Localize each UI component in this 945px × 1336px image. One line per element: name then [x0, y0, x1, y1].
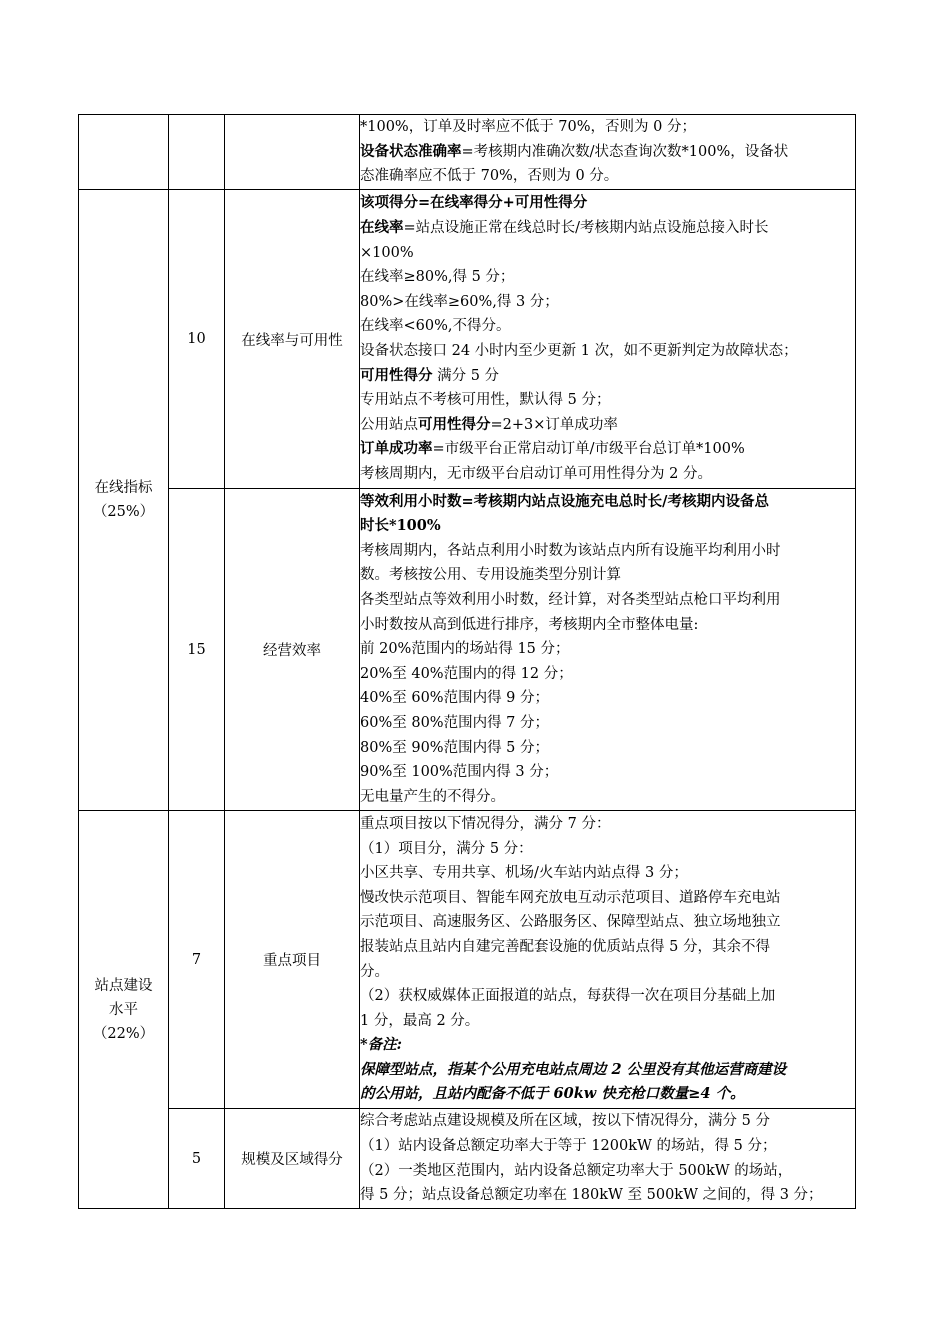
rule-line	[360, 662, 855, 687]
rule-line	[360, 812, 855, 837]
category-weight: （22%）	[92, 1025, 155, 1042]
item-cell-empty	[225, 115, 360, 190]
rule-text: 80%至 90%范围内得 5 分；	[360, 739, 550, 756]
rule-line	[360, 241, 855, 266]
table-row	[79, 811, 856, 1109]
rule-text-emphasis: 该项得分=在线率得分+可用性得分	[360, 194, 588, 212]
category-cell-online	[79, 190, 169, 811]
rule-line	[360, 1183, 855, 1208]
rule-line	[360, 514, 855, 539]
rule-text: 在线率≥80%,得 5 分；	[360, 269, 515, 286]
rule-line	[360, 984, 855, 1009]
rule-text: *100%，订单及时率应不低于 70%，否则为 0 分；	[360, 119, 696, 136]
rule-line	[360, 935, 855, 960]
rule-text: 报装站点且站内自建完善配套设施的优质站点得 5 分，其余不得	[360, 938, 770, 955]
score-cell: 7	[169, 811, 225, 1109]
rule-line	[360, 1134, 855, 1159]
category-label: 在线指标	[94, 480, 153, 496]
rule-line	[360, 1109, 855, 1134]
rule-text-emphasis: 时长*100%	[360, 517, 441, 535]
rule-line	[360, 1082, 855, 1107]
rule-text-emphasis: 保障型站点，指某个公用充电站点周边 2 公里没有其他运营商建设	[360, 1060, 787, 1078]
rule-text-emphasis: 设备状态准确率	[360, 142, 462, 160]
category-cell-station	[79, 811, 169, 1209]
rule-cell	[360, 1109, 856, 1209]
rule-line	[360, 563, 855, 588]
table-row	[79, 190, 856, 489]
rule-text-emphasis: 在线率	[360, 219, 404, 237]
rule-line	[360, 413, 855, 438]
rule-text: ×100%	[360, 244, 414, 261]
scoring-table	[78, 114, 856, 1209]
rule-text: （2）获权威媒体正面报道的站点，每获得一次在项目分基础上加	[360, 988, 776, 1005]
rule-line	[360, 164, 855, 189]
rule-cell	[360, 115, 856, 190]
rule-line	[360, 140, 855, 165]
rule-text: 重点项目按以下情况得分，满分 7 分：	[360, 815, 611, 832]
rule-line	[360, 339, 855, 364]
rule-text-emphasis: 可用性得分	[418, 415, 491, 433]
rule-line	[360, 861, 855, 886]
item-cell: 规模及区域得分	[225, 1109, 360, 1209]
rule-text: 慢改快示范项目、智能车网充放电互动示范项目、道路停车充电站	[360, 889, 781, 906]
rule-text: 1 分，最高 2 分。	[360, 1012, 480, 1029]
rule-text: 80%>在线率≥60%,得 3 分；	[360, 293, 559, 310]
rule-line	[360, 960, 855, 985]
rule-cell	[360, 190, 856, 489]
category-cell-empty	[79, 115, 169, 190]
table-row	[79, 1109, 856, 1209]
rule-line	[360, 1033, 855, 1058]
score-cell: 10	[169, 190, 225, 489]
category-label: 站点建设	[94, 977, 153, 994]
rule-text: 60%至 80%范围内得 7 分；	[360, 714, 550, 731]
rule-line	[360, 437, 855, 462]
rule-cell	[360, 489, 856, 811]
rule-line	[360, 539, 855, 564]
rule-line	[360, 290, 855, 315]
rule-cell	[360, 811, 856, 1109]
rule-text: 得 5 分；站点设备总额定功率在 180kW 至 500kW 之间的，得 3 分；	[360, 1187, 823, 1204]
rule-text: 数。考核按公用、专用设施类型分别计算	[360, 567, 621, 584]
rule-line	[360, 886, 855, 911]
rule-text-emphasis: *备注:	[360, 1036, 402, 1054]
rule-text: 小时数按从高到低进行排序，考核期内全市整体电量:	[360, 616, 699, 633]
rule-text: 前 20%范围内的场站得 15 分；	[360, 641, 570, 658]
rule-line	[360, 785, 855, 810]
rule-text: 示范项目、高速服务区、公路服务区、保障型站点、独立场地独立	[360, 914, 781, 931]
rule-line	[360, 613, 855, 638]
score-cell: 5	[169, 1109, 225, 1209]
rule-text: 小区共享、专用共享、机场/火车站内站点得 3 分；	[360, 865, 688, 882]
rule-text: =市级平台正常启动订单/市级平台总订单*100%	[432, 441, 745, 458]
category-label-2: 水平	[109, 1001, 138, 1018]
rule-text: 在线率<60%,不得分。	[360, 318, 511, 335]
rule-line	[360, 760, 855, 785]
rule-line	[360, 736, 855, 761]
rule-line	[360, 191, 855, 216]
rule-line	[360, 1009, 855, 1034]
rule-line	[360, 364, 855, 389]
rule-text-emphasis: 等效利用小时数=考核期内站点设施充电总时长/考核期内设备总	[360, 492, 769, 510]
rule-line	[360, 1058, 855, 1083]
rule-text: 考核周期内，无市级平台启动订单可用性得分为 2 分。	[360, 465, 712, 482]
rule-line	[360, 637, 855, 662]
score-cell: 15	[169, 489, 225, 811]
rule-line	[360, 388, 855, 413]
rule-line	[360, 837, 855, 862]
rule-text: （1）站内设备总额定功率大于等于 1200kW 的场站，得 5 分；	[360, 1137, 777, 1154]
rule-text: 20%至 40%范围内的得 12 分；	[360, 665, 573, 682]
rule-line	[360, 1159, 855, 1184]
rule-text: 态准确率应不低于 70%，否则为 0 分。	[360, 168, 619, 185]
rule-line	[360, 462, 855, 487]
rule-line	[360, 115, 855, 140]
item-cell: 在线率与可用性	[225, 190, 360, 489]
rule-text: 专用站点不考核可用性，默认得 5 分；	[360, 392, 611, 409]
rule-line	[360, 216, 855, 241]
rule-line	[360, 588, 855, 613]
rule-text: =考核期内准确次数/状态查询次数*100%，设备状	[461, 143, 789, 160]
rule-text: =2+3×订单成功率	[490, 416, 618, 433]
rule-text-emphasis: 订单成功率	[360, 440, 433, 458]
rule-text: 各类型站点等效利用小时数，经计算，对各类型站点枪口平均利用	[360, 592, 781, 609]
rule-text: 综合考虑站点建设规模及所在区域，按以下情况得分，满分 5 分	[360, 1113, 770, 1130]
category-weight: （25%）	[92, 504, 155, 520]
rule-text: 40%至 60%范围内得 9 分；	[360, 690, 550, 707]
rule-line	[360, 711, 855, 736]
rule-text: （2）一类地区范围内，站内设备总额定功率大于 500kW 的场站，	[360, 1162, 793, 1179]
rule-text: （1）项目分，满分 5 分：	[360, 840, 533, 857]
rule-text-emphasis: 的公用站，且站内配备不低于 60kw 快充枪口数量≥4 个。	[360, 1085, 745, 1103]
table-row-continuation	[79, 115, 856, 190]
rule-text: 无电量产生的不得分。	[360, 788, 505, 805]
item-cell: 重点项目	[225, 811, 360, 1109]
rule-text: 公用站点	[360, 416, 418, 433]
rule-line	[360, 314, 855, 339]
rule-line	[360, 265, 855, 290]
score-cell-empty	[169, 115, 225, 190]
table-row	[79, 489, 856, 811]
rule-text: 90%至 100%范围内得 3 分；	[360, 764, 559, 781]
rule-text-emphasis: 可用性得分	[360, 366, 433, 384]
rule-text: 分。	[360, 963, 389, 980]
rule-text: =站点设施正常在线总时长/考核期内站点设施总接入时长	[403, 220, 769, 237]
item-cell: 经营效率	[225, 489, 360, 811]
rule-text: 设备状态接口 24 小时内至少更新 1 次，如不更新判定为故障状态；	[360, 343, 798, 359]
rule-line	[360, 686, 855, 711]
rule-text: 满分 5 分	[432, 367, 500, 384]
rule-line	[360, 910, 855, 935]
rule-line	[360, 490, 855, 515]
rule-text: 考核周期内，各站点利用小时数为该站点内所有设施平均利用小时	[360, 542, 781, 559]
